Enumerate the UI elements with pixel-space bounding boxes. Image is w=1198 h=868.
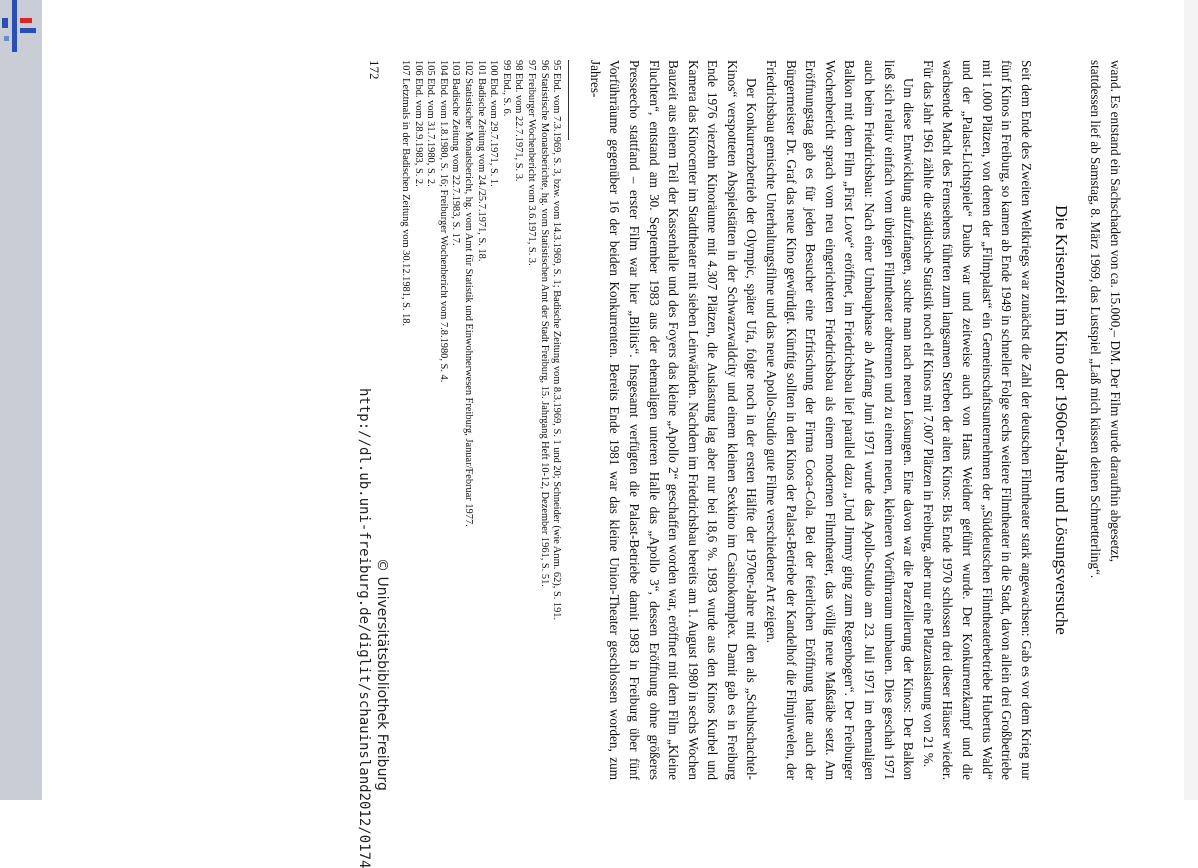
- footnote: 96 Statistische Monatsberichte, hg. vom Statistischen Amt der Stadt Freiburg, 15. Jahrgang Heft 10-12, Dezember 1961, S. 51.: [538, 60, 550, 587]
- footnote: 98 Ebd. vom 22.7.1971, S. 3.: [513, 60, 525, 182]
- paragraph-3: Der Konkurrenzbetrieb der Olympic, später Ufa, folgte noch in der ersten Hälfte der 1970er-Jahre mit den als „Schuhschachtel-Kinos“ verspotteten Abspielstätten in der Schwarzwaldcity und einem kleinen Sexkino im Casinokomplex. Damit gab es in Freiburg Ende 1976 vierzehn Kinoräume mit 4.307 Plätzen, die Auslastung lag aber nur bei 18,6 %. 1983 wurde aus den Kinos Kurbel und Kamera das Kinocenter im Stadttheater mit sieben Leinwänden. Nachdem im Friedrichsbau bereits am 1. August 1980 in sechs Wochen Bauzeit aus einem Teil der Kassenhalle und des Foyers das kleine „Apollo 2“ geschaffen worden war, eröffnet mit dem Film „Kleine Fluchten“, entstand am 30. September 1983 aus der ehemaligen unteren Halle das „Apollo 3“, dessen Eröffnung ohne größeres Presseecho stattfand – erster Film war hier „Bilitis“. Insgesamt verfügten die Palast-Betriebe damit 1983 in Freiburg über fünf Vorführräume gegenüber 16 der beiden Konkurrenten. Bereits Ende 1981 war das kleine Union-Theater geschlossen worden, zum Jahres-: [587, 60, 760, 780]
- footnote: 105 Ebd. vom 31.7.1980, S. 2.: [425, 60, 437, 187]
- footnote: 103 Badische Zeitung vom 22.7.1983, S. 17.: [450, 60, 462, 246]
- paragraph-1: Seit dem Ende des Zweiten Weltkriegs war zunächst die Zahl der deutschen Filmtheater stark angewachsen: Gab es vor dem Krieg nur fünf Kinos in Freiburg, so kamen ab Ende 1949 in schneller Folge sechs weitere Filmtheater in die Stadt, davon allein drei Großbetriebe mit 1.000 Plätzen, von denen der „Filmpalast“ ein Gemeinschaftsunternehmen der „Süddeutschen Filmtheaterbetriebe Hubertus Wald“ und der „Palast-Lichtspiele“ Daubs war und zeitweise auch von Hans Weidner geführt wurde. Der Konkurrenzkampf und die wachsende Macht des Fernsehens führten zum langsamen Sterben der alten Kinos: Bis Ende 1970 schlossen drei dieser Häuser wieder. Für das Jahr 1961 zählte die städtische Statistik noch elf Kinos mit 7.007 Plätzen in Freiburg, aber nur eine Platzauslastung von 21 %.: [920, 60, 1034, 780]
- paragraph-2: Um diese Entwicklung aufzufangen, suchte man nach neuen Lösungen. Eine davon war die Parzellierung der Kinos: Der Balkon ließ sich relativ einfach vom übrigen Filmtheater abtrennen und zu einem neuen, kleineren Vorführraum umbauen. Dies geschah 1971 auch beim Friedrichsbau: Nach einer Umbauphase ab Anfang Juni 1971 wurde das Apollo-Studio am 23. Juli 1971 im ehemaligen Balkon mit dem Film „First Love“ eröffnet, im Friedrichsbau lief parallel dazu „Und Jimmy ging zum Regenbogen“. Der Freiburger Wochenbericht sprach vom neu eingerichteten Friedrichsbau als einem modernen Filmtheater, das völlig neue Maßstäbe setzt. Am Eröffnungstag gab es für jeden Besucher eine Erfrischung der Firma Coca-Cola. Bei der feierlichen Eröffnung hatte auch der Bürgermeister Dr. Graf das neue Kino gewürdigt. Künftig sollten in den Kinos der Palast-Betriebe der Kandelhof die Filmjuwelen, der Friedrichsbau gemischte Unterhaltungsfilme und das neue Apollo-Studio gute Filme verschiedener Art zeigen.: [764, 60, 917, 780]
- footnote-divider: [568, 60, 569, 140]
- footnote: 99 Ebd., S. 6.: [500, 60, 512, 117]
- copyright-notice: © Universitätsbibliothek Freiburg: [374, 558, 390, 791]
- document-page: [60, 0, 1190, 800]
- library-logo-icon: [0, 0, 42, 52]
- section-heading: Die Krisenzeit im Kino der 1960er-Jahre und Lösungsversuche: [1051, 205, 1071, 635]
- footnote: 106 Ebd. vom 28.9.1983, S. 2.: [412, 60, 424, 187]
- footnotes: [398, 60, 562, 780]
- viewer-sidebar: [0, 0, 42, 800]
- footnote: 107 Letztmals in der Badischen Zeitung vom 30.12.1981, S. 18.: [400, 60, 412, 327]
- footnote: 95 Ebd. vom 7.3.1969, S. 3, bzw. vom 14.3.1969, S. 1; Badische Zeitung vom 8.3.1969, S. 1 und 20; Schneider (wie Anm. 62), S. 191.: [551, 60, 563, 621]
- source-url[interactable]: http://dl.ub.uni-freiburg.de/diglit/schauinsland2012/0174: [356, 388, 372, 868]
- page-number: 172: [367, 60, 383, 80]
- intro-line-2: stattdessen lief ab Samstag, 8. März 1969, das Lustspiel „Laß mich küssen deinen Schmetterling“.: [1088, 60, 1104, 579]
- footnote: 101 Badische Zeitung vom 24./25.7.1971, S. 18.: [475, 60, 487, 262]
- footnote: 100 Ebd. vom 29.7.1971, S. 1.: [488, 60, 500, 187]
- right-margin-strip: [1184, 0, 1198, 800]
- footnote: 102 Statistischer Monatsbericht, hg. vom Amt für Statistik und Einwohnerwesen Freiburg, Januar/Februar 1977.: [463, 60, 474, 527]
- rotated-page-content: [365, 60, 1125, 780]
- footnote: 97 Freiburger Wochenbericht vom 3.6.1971, S. 3.: [525, 60, 537, 266]
- intro-line-1: wand. Es entstand ein Sachschaden von ca. 15.000,– DM. Der Film wurde daraufhin abgesetzt,: [1108, 60, 1123, 563]
- footnote: 104 Ebd. vom 1.8.1980, S. 16; Freiburger Wochenbericht vom 7.8.1980, S. 4.: [437, 60, 449, 383]
